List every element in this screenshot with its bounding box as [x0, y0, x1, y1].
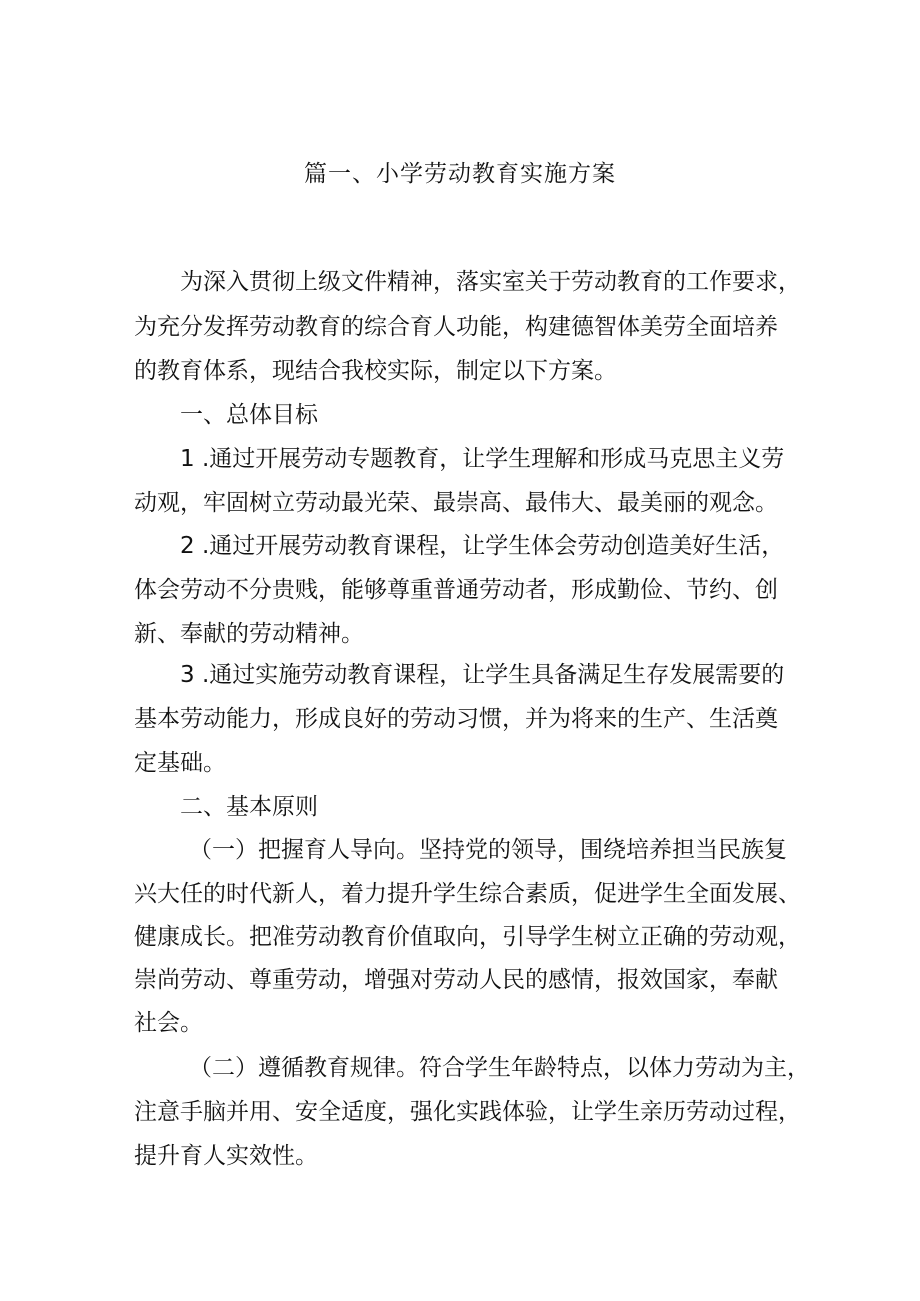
- paragraph-line: 为深入贯彻上级文件精神，落实室关于劳动教育的工作要求，: [180, 269, 801, 295]
- paragraph-line: 崇尚劳动、尊重劳动，增强对劳动人民的感情，报效国家，奉献: [134, 967, 778, 993]
- paragraph-line: （一）把握育人导向。坚持党的领导，围绕培养担当民族复: [189, 837, 787, 863]
- paragraph-line: 1 .通过开展劳动专题教育，让学生理解和形成马克思主义劳: [180, 446, 785, 472]
- paragraph-line: 社会。: [134, 1010, 203, 1036]
- paragraph-line: 2 .通过开展劳动教育课程，让学生体会劳动创造美好生活，: [180, 533, 785, 559]
- paragraph-line: 定基础。: [134, 750, 226, 776]
- paragraph-line: 兴大任的时代新人，着力提升学生综合素质，促进学生全面发展、: [134, 881, 801, 907]
- section-heading: 一、总体目标: [180, 402, 318, 428]
- paragraph-line: 新、奉献的劳动精神。: [134, 621, 364, 647]
- paragraph-line: 体会劳动不分贵贱，能够尊重普通劳动者，形成勤俭、节约、创: [134, 577, 778, 603]
- paragraph-line: 提升育人实效性。: [134, 1143, 318, 1169]
- section-heading: 二、基本原则: [180, 794, 318, 820]
- paragraph-line: 为充分发挥劳动教育的综合育人功能，构建德智体美劳全面培养: [134, 314, 778, 340]
- paragraph-line: 动观，牢固树立劳动最光荣、最崇高、最伟大、最美丽的观念。: [134, 490, 778, 516]
- paragraph-line: 的教育体系，现结合我校实际，制定以下方案。: [134, 358, 617, 384]
- paragraph-line: （二）遵循教育规律。符合学生年龄特点，以体力劳动为主，: [189, 1055, 810, 1081]
- paragraph-line: 注意手脑并用、安全适度，强化实践体验，让学生亲历劳动过程，: [134, 1099, 801, 1125]
- document-title: 篇一、小学劳动教育实施方案: [304, 161, 616, 187]
- paragraph-line: 基本劳动能力，形成良好的劳动习惯，并为将来的生产、生活奠: [134, 706, 778, 732]
- paragraph-line: 3 .通过实施劳动教育课程，让学生具备满足生存发展需要的: [180, 662, 785, 688]
- paragraph-line: 健康成长。把准劳动教育价值取向，引导学生树立正确的劳动观，: [134, 924, 801, 950]
